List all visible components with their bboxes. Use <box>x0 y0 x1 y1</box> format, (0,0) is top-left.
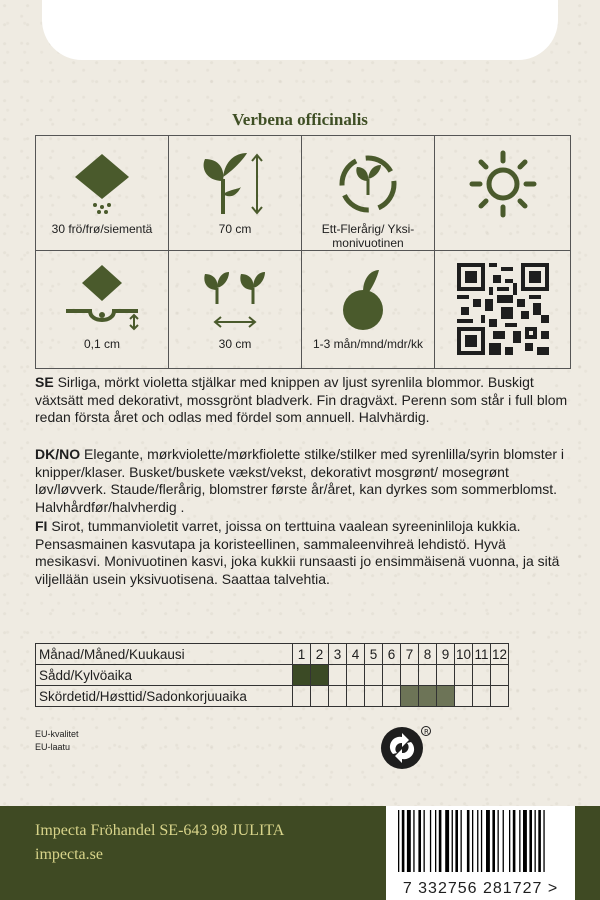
seed-packet-icon <box>36 146 168 221</box>
calendar-cell <box>401 686 419 707</box>
plant-height-icon <box>169 146 301 221</box>
month-cell: 11 <box>473 644 491 665</box>
description-dkno <box>35 446 569 516</box>
svg-text:R: R <box>424 728 429 736</box>
text-fi: Sirot, tummanvioletit varret, joissa on terttuina vaalean syreeninliloja kukkia. Pensasmainen kasvutapa ja koristeellinen, sammaleenvihreä lehdistö. Hyvä mesikasvi. Monivuotinen kasvi, joka kukkii runsaasti jo ensimmäisenä vuonna, ja sitä viljellään usein yksivuotisena. Saattaa talvehtia. <box>35 518 560 587</box>
company-website[interactable]: impecta.se <box>35 846 103 863</box>
calendar-cell <box>293 665 311 686</box>
cell-lifecycle <box>302 136 435 251</box>
calendar-cell <box>347 665 365 686</box>
calendar-cell <box>419 665 437 686</box>
cell-spacing <box>169 251 302 368</box>
lang-code-se: SE <box>35 374 54 390</box>
sun-icon <box>435 146 570 221</box>
calendar-cell <box>365 665 383 686</box>
calendar-cell <box>383 686 401 707</box>
germination-label: 1-3 mån/mnd/mdr/kk <box>312 337 424 351</box>
barcode <box>386 806 575 900</box>
month-cell: 12 <box>491 644 509 665</box>
month-cell: 5 <box>365 644 383 665</box>
calendar-cell <box>473 665 491 686</box>
calendar-header-label: Månad/Måned/Kuukausi <box>36 644 293 665</box>
sowing-depth-icon <box>36 261 168 336</box>
germination-time-icon <box>302 261 434 336</box>
calendar-row-sowing <box>36 665 509 686</box>
lifecycle-label: Ett-Flerårig/ Yksi-monivuotinen <box>321 222 415 250</box>
qr-code-icon[interactable] <box>435 263 570 355</box>
calendar-cell <box>347 686 365 707</box>
month-cell: 7 <box>401 644 419 665</box>
calendar-cell <box>437 665 455 686</box>
perennial-cycle-icon <box>302 146 434 221</box>
depth-label: 0,1 cm <box>83 337 120 351</box>
cell-height <box>169 136 302 251</box>
eu-line-2: EU-laatu <box>35 742 71 752</box>
sowing-row-label: Sådd/Kylvöaika <box>36 665 293 686</box>
cell-qr <box>435 251 570 368</box>
barcode-bars-icon <box>386 806 575 876</box>
height-label: 70 cm <box>218 222 252 236</box>
cell-sun <box>435 136 570 251</box>
hang-tab-cutout <box>42 0 558 60</box>
harvest-row-label: Skördetid/Høsttid/Sadonkorjuuaika <box>36 686 293 707</box>
calendar-cell <box>311 665 329 686</box>
calendar-cell <box>293 686 311 707</box>
calendar-cell <box>329 686 347 707</box>
calendar-cell <box>311 686 329 707</box>
icon-grid <box>35 135 571 369</box>
company-address: Impecta Fröhandel SE-643 98 JULITA <box>35 822 285 839</box>
cell-germination <box>302 251 435 368</box>
month-cell: 2 <box>311 644 329 665</box>
seed-count-label: 30 frö/frø/siementä <box>51 222 153 236</box>
eu-quality <box>35 728 79 754</box>
month-cell: 1 <box>293 644 311 665</box>
barcode-number: 7 332756 281727 > <box>402 880 559 897</box>
plant-title: Verbena officinalis <box>232 110 368 129</box>
lang-code-dkno: DK/NO <box>35 446 81 462</box>
cell-seed-count <box>36 136 169 251</box>
calendar-cell <box>473 686 491 707</box>
text-se: Sirliga, mörkt violetta stjälkar med knippen av ljust syrenlila blommor. Buskigt växtsätt med dekorativt, mossgrönt bladverk. Fin dragväxt. Perenn som står i full blom redan första året och odlas med fördel som annuell. Halvhärdig. <box>35 374 568 425</box>
lang-code-fi: FI <box>35 518 48 534</box>
calendar-cell <box>437 686 455 707</box>
month-cell: 9 <box>437 644 455 665</box>
month-cell: 6 <box>383 644 401 665</box>
plant-spacing-icon <box>169 261 301 336</box>
spacing-label: 30 cm <box>218 337 252 351</box>
calendar-cell <box>365 686 383 707</box>
calendar-cell <box>419 686 437 707</box>
month-cell: 8 <box>419 644 437 665</box>
calendar-cell <box>401 665 419 686</box>
recycling-logo-icon <box>380 724 432 772</box>
eu-line-1: EU-kvalitet <box>35 729 79 739</box>
month-cell: 3 <box>329 644 347 665</box>
calendar-cell <box>491 686 509 707</box>
calendar-cell <box>491 665 509 686</box>
description-fi <box>35 518 569 588</box>
cell-depth <box>36 251 169 368</box>
description-se <box>35 374 569 427</box>
sowing-calendar <box>35 643 509 707</box>
calendar-cell <box>383 665 401 686</box>
calendar-row-harvest <box>36 686 509 707</box>
calendar-cell <box>329 665 347 686</box>
text-dkno: Elegante, mørkviolette/mørkfiolette stilke/stilker med syrenlilla/syrin blomster i knipper/klaser. Busket/buskete vækst/vekst, dekorativt mosgrønt/ mosegrønt løv/løvverk. Staude/flerårig, blomstrer første år/året, kan dyrkes som sommerblomst. Halvhårdfør/halvherdig . <box>35 446 565 515</box>
calendar-cell <box>455 665 473 686</box>
calendar-header-row <box>36 644 509 665</box>
month-cell: 4 <box>347 644 365 665</box>
calendar-cell <box>455 686 473 707</box>
month-cell: 10 <box>455 644 473 665</box>
